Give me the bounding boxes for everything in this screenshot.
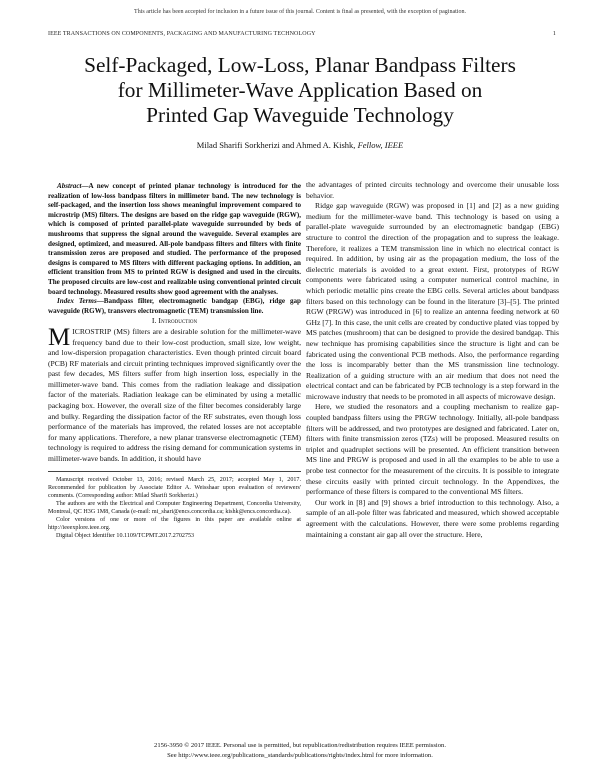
title-line-1: Self-Packaged, Low-Loss, Planar Bandpass Filters [84,53,516,77]
section-heading-introduction: I. Introduction [151,316,198,326]
right-paragraph-2: Here, we studied the resonators and a coupling mechanism to realize gap-coupled bandpass filters using the PRGW technology. Initially, all-pole bandpass filters will be addressed, and two prototypes are designed and fabricated. Later on, filters with finite transmission zeros (TZs) will be proposed. Measured results on triplet and quadruplet sections will be presented. An efficient transition between MS line and PRGW is proposed and used in all the examples to be able to use a probe test connector for the measurement of the circuits. It is possible to integrate these circuits easily with printed circuit technology. In the Appendixes, the performance of these filters is compared to the conventional MS filters. [306,402,559,497]
footnote-manuscript: Manuscript received October 13, 2016; revised March 25, 2017; accepted May 1, 2017. Recommended for publication by Associate Editor A. Weisshaar upon evaluation of reviewers' comments. (Corresponding author: Milad Sharifi Sorkherizi.) [48,476,301,499]
left-column [48,182,301,540]
index-terms-label: Index Terms [57,297,97,306]
footnotes [48,471,301,540]
footnote-color: Color versions of one or more of the figures in this paper are available online at http://ieeexplore.ieee.org. [48,516,301,531]
right-paragraph-3: Our work in [8] and [9] shows a brief introduction to this technology. Also, a sample of an all-pole filter was fabricated and measured, which showed acceptable agreement with the calculations. However, there were some problems regarding maintaining a constant air gap all over the structure. Here, [306,497,559,539]
index-terms-text: —Bandpass filter, electromagnetic bandgap (EBG), ridge gap waveguide (RGW), transvers electromagnetic (TEM) transmission line. [48,297,301,315]
paper-title [40,53,560,128]
drop-cap: M [48,323,71,351]
page-number: 1 [552,31,556,37]
intro-capword: ICROSTRIP [72,326,112,336]
rights-link: See http://www.ieee.org/publications_standards/publications/rights/index.html for more information. [167,752,433,759]
footnote-doi: Digital Object Identifier 10.1109/TCPMT.2017.2702753 [56,532,195,539]
author-line [0,140,600,150]
right-column [306,180,559,540]
journal-name: IEEE TRANSACTIONS ON COMPONENTS, PACKAGING AND MANUFACTURING TECHNOLOGY [48,31,316,37]
abstract-label: Abstract [57,182,82,190]
right-paragraph-0: the advantages of printed circuits technology and overcome their unusable loss behavior. [306,180,559,200]
running-head [48,31,556,37]
index-terms [48,297,301,316]
author-fellow: Fellow, IEEE [355,140,404,150]
abstract [48,182,301,297]
author-names: Milad Sharifi Sorkherizi and Ahmed A. Kishk, [196,140,356,150]
footnote-affiliation: The authors are with the Electrical and Computer Engineering Department, Concordia University, Montreal, QC H3G 1M8, Canada (e-mail: mi_shari@encs.concordia.ca; kishk@encs.concordia.ca). [48,500,301,515]
intro-text: (MS) filters are a desirable solution for the millimeter-wave frequency band due to their low-cost production, small size, low weight, and low-dispersion propagation characteristics. Even though printed circuit board (PCB) RF materials and circuit printing techniques improved significantly over the past few decades, MS filters suffer from high insertion loss, especially in the millimeter-wave band. This comes from the radiation leakage and dissipation factor of the materials. Radiation leakage can be eliminated by using a metallic packaging box. However, the overall size of the filter becomes considerably large and bulky. Regarding the dissipation factor of the RF substrates, even though loss performance of the materials has improved, the related losses are not acceptable for many applications. Therefore, a new planar transverse electromagnetic (TEM) technology is required to address the rising demand for communication systems in millimeter-wave bands. In addition, it should have [48,326,301,464]
acceptance-notice: This article has been accepted for inclusion in a future issue of this journal. Content is final as presented, with the exception of pagination. [134,9,466,15]
title-line-2: for Millimeter-Wave Application Based on [117,78,483,102]
right-paragraph-1: Ridge gap waveguide (RGW) was proposed in [1] and [2] as a new guiding medium for the millimeter-wave band. This technology is based on using a parallel-plate waveguide surrounded by an electromagnetic bandgap (EBG) structure to control the direction of the propagation and to supress the leakage. Therefore, it realizes a TEM transmission line in which no electrical contact is required. In addition, by using air as the propagation medium, the loss of the dielectric materials is avoided to a great extent. First, prototypes of RGW components were fabricated using a computer numerical control machine, in which periodic metallic pins create the EBG cells. Several articles about bandpass filters based on this technology can be found in the literature [3]–[5]. The printed RGW (PRGW) was introduced in [6] to realize an antenna feeding network at 60 GHz [7]. In this case, the unit cells are created by conductive plated vias topped by MS patches (mushroom) that can be designed to provide the desired bandgap. This new technique has promising capabilities since the structure is light and can be fabricated using the conventional PCB methods. Also, the performance regarding the loss is incomparably better than the MS transmission line technology. Realization of a guiding structure with an air medium that does not need the electrical contact and can be fabricated by PCB technology is a step forward in the microwave industry that needs to be promoted in all aspects of microwave design. [306,201,559,401]
copyright-line: 2156-3950 © 2017 IEEE. Personal use is permitted, but republication/redistribution requires IEEE permission. [154,742,446,749]
intro-paragraph [48,323,301,465]
title-line-3: Printed Gap Waveguide Technology [146,103,454,127]
abstract-text: —A new concept of printed planar technology is introduced for the realization of low-loss bandpass filters in millimeter band. The new technology is self-packaged, and the insertion loss shows meaningful improvement compared to microstrip (MS) filters. The designs are based on the ridge gap waveguide (RGW), which is composed of printed parallel-plate waveguide surrounded by beds of mushrooms that suppress the signal around the waveguide. Several examples are designed, optimized, and measured. All-pole bandpass filters and filters with finite transmission zeros are proposed and studied. The performance of the proposed designs is compared to MS filters with different packaging options. In addition, an efficient transition from MS to printed RGW is designed and used in the circuits. The proposed circuits are low-cost and realizable using conventional printed circuit board technology. Measured results show good agreement with the analyses. [48,182,301,296]
